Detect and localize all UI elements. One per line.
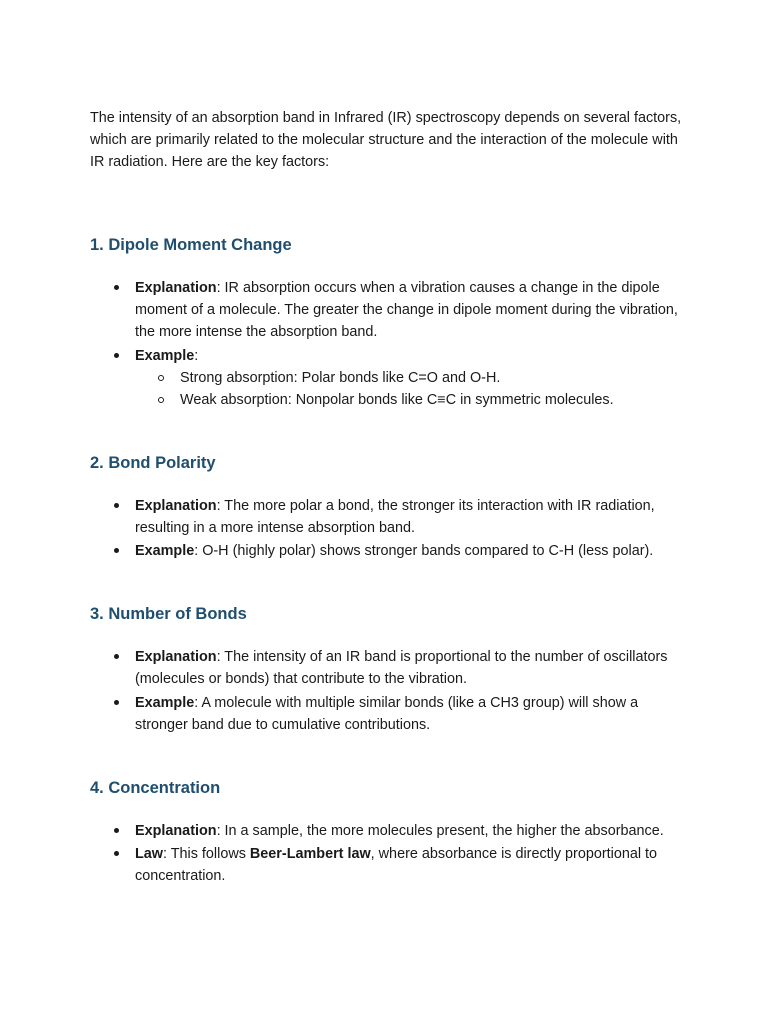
section-list-bond-polarity	[90, 495, 690, 563]
item-label: Explanation	[135, 822, 217, 839]
item-text: : In a sample, the more molecules present, the higher the absorbance.	[216, 822, 664, 839]
item-text: :	[194, 347, 199, 364]
list-item-explanation	[90, 277, 690, 343]
item-text: : This follows	[163, 846, 250, 862]
item-text: : IR absorption occurs when a vibration causes a change in the dipole moment of a molecule. The greater the change in dipole moment during the vibration, the more intense the absorption band.	[135, 280, 678, 340]
beer-lambert-term: Beer-Lambert law	[249, 846, 371, 862]
list-item-explanation	[90, 495, 690, 539]
list-item-explanation	[90, 820, 690, 842]
section-list-number-of-bonds	[90, 646, 690, 736]
item-text: : The more polar a bond, the stronger its interaction with IR radiation, resulting in a more intense absorption band.	[135, 497, 655, 536]
list-item-example	[90, 345, 690, 411]
list-item-example	[90, 692, 690, 736]
item-label: Explanation	[135, 649, 217, 665]
item-label: Explanation	[135, 280, 217, 296]
sublist-item-strong-absorption: Strong absorption: Polar bonds like C=O and O-H.	[135, 367, 690, 389]
list-item-explanation	[90, 646, 690, 690]
section-list-concentration	[90, 820, 690, 888]
item-text: : O-H (highly polar) shows stronger bands compared to C-H (less polar).	[194, 543, 654, 559]
item-label: Example	[135, 543, 195, 559]
intro-paragraph: The intensity of an absorption band in Infrared (IR) spectroscopy depends on several factors, which are primarily related to the molecular structure and the interaction of the molecule with IR radiation. Here are the key factors:	[90, 110, 682, 170]
item-text: : The intensity of an IR band is proportional to the number of oscillators (molecules or bonds) that contribute to the vibration.	[135, 649, 668, 687]
section-heading-dipole-moment: 1. Dipole Moment Change	[90, 236, 292, 254]
list-item-law	[90, 843, 690, 887]
section-heading-concentration: 4. Concentration	[90, 778, 221, 797]
item-label: Law	[135, 846, 163, 862]
sublist-item-weak-absorption: Weak absorption: Nonpolar bonds like C≡C in symmetric molecules.	[135, 389, 690, 411]
item-label: Explanation	[135, 497, 217, 514]
item-text: : A molecule with multiple similar bonds (like a CH3 group) will show a stronger band due to cumulative contributions.	[135, 694, 639, 733]
item-label: Example	[135, 347, 195, 364]
section-list-dipole-moment	[90, 277, 690, 411]
example-sublist	[135, 367, 690, 411]
section-heading-bond-polarity: 2. Bond Polarity	[90, 453, 216, 472]
item-text: , where absorbance is directly proportional to concentration.	[135, 846, 658, 884]
item-label: Example	[135, 694, 195, 711]
list-item-example	[90, 540, 690, 562]
section-heading-number-of-bonds: 3. Number of Bonds	[90, 605, 247, 623]
document-page	[90, 107, 690, 889]
